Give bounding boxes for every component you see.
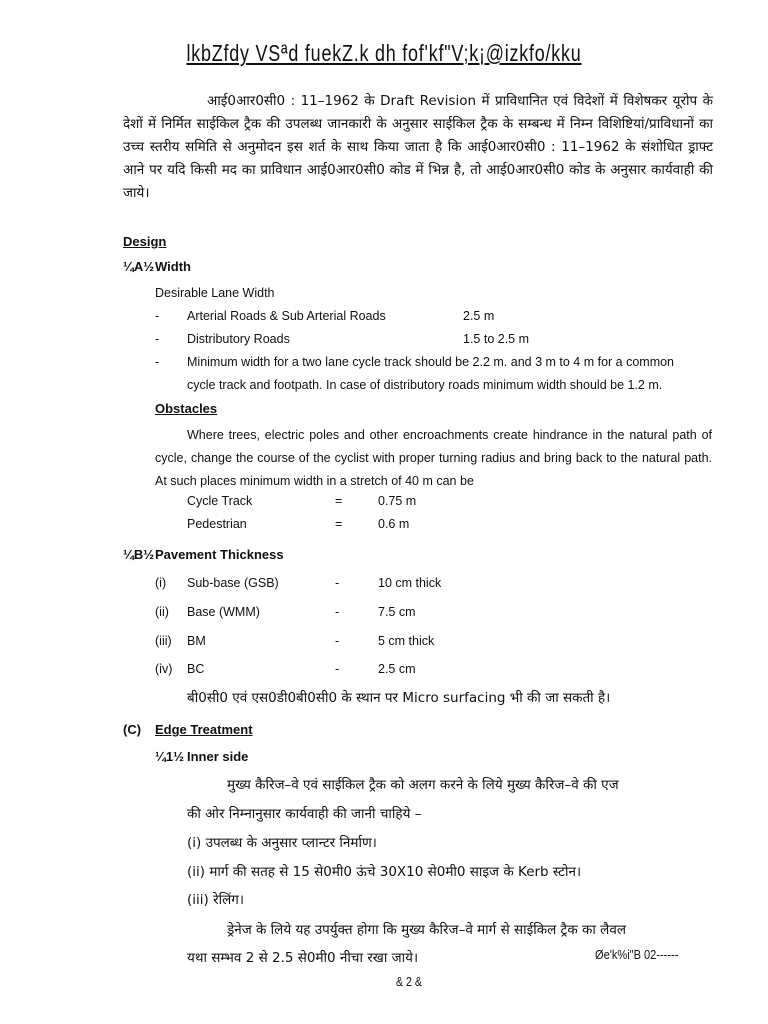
obstacle-value: 0.6 m bbox=[378, 517, 410, 531]
inner-marker: ¼1½ bbox=[155, 749, 184, 764]
inner-line-2: की ओर निम्नानुसार कार्यवाही की जानी चाहिये – bbox=[187, 806, 422, 822]
width-marker: ¼A½ bbox=[123, 259, 155, 274]
pavement-value: 5 cm thick bbox=[378, 634, 435, 648]
obstacle-label: Pedestrian bbox=[187, 517, 247, 531]
obstacle-eq: = bbox=[335, 517, 343, 531]
inner-item: (iii) रेलिंग। bbox=[187, 892, 244, 908]
pavement-num: (ii) bbox=[155, 605, 169, 619]
drainage-line-1: ड्रेनेज के लिये यह उपर्युक्त होगा कि मुख्य कैरिज–वे मार्ग से साईकिल ट्रैक का लैवल bbox=[227, 922, 626, 938]
pavement-label: Base (WMM) bbox=[187, 605, 260, 619]
edge-marker: (C) bbox=[123, 722, 142, 737]
min-width-bullet: - bbox=[155, 355, 160, 369]
pavement-dash: - bbox=[335, 576, 340, 590]
desirable-lane-width: Desirable Lane Width bbox=[155, 286, 275, 300]
pavement-label: BM bbox=[187, 634, 206, 648]
page-title: lkbZfdy VSªd fuekZ.k dh fof'kf"V;k¡@izkfo/kku bbox=[186, 40, 582, 66]
min-width-line-1: Minimum width for a two lane cycle track should be 2.2 m. and 3 m to 4 m for a common bbox=[187, 355, 675, 369]
width-row-label: Arterial Roads & Sub Arterial Roads bbox=[187, 309, 386, 323]
obstacle-value: 0.75 m bbox=[378, 494, 417, 508]
obstacles-text: Where trees, electric poles and other encroachments create hindrance in the natural path of cycle, change the course of the cyclist with proper turning radius and bring back to the natural path. At such places minimum width in a stretch of 40 m can be bbox=[155, 428, 712, 488]
width-row-value: 1.5 to 2.5 m bbox=[463, 332, 530, 346]
pavement-value: 2.5 cm bbox=[378, 662, 416, 676]
page-number: & 2 & bbox=[396, 975, 422, 989]
pavement-value: 7.5 cm bbox=[378, 605, 416, 619]
inner-item: (i) उपलब्ध के अनुसार प्लान्टर निर्माण। bbox=[187, 835, 377, 851]
pavement-dash: - bbox=[335, 605, 340, 619]
inner-line-1: मुख्य कैरिज–वे एवं साईकिल ट्रैक को अलग करने के लिये मुख्य कैरिज–वे की एज bbox=[227, 777, 619, 793]
obstacle-eq: = bbox=[335, 494, 343, 508]
obstacle-label: Cycle Track bbox=[187, 494, 253, 508]
edge-heading: Edge Treatment bbox=[155, 722, 253, 737]
width-row-bullet: - bbox=[155, 309, 160, 323]
width-row-label: Distributory Roads bbox=[187, 332, 290, 346]
pavement-num: (iv) bbox=[155, 662, 173, 676]
pavement-marker: ¼B½ bbox=[123, 547, 155, 562]
intro-paragraph: आई0आर0सी0 : 11–1962 के Draft Revision में प्राविधानित एवं विदेशों में विशेषकर यूरोप के देशों में निर्मित साईकिल ट्रैक की उपलब्ध जानकारी के अनुसार साईकिल ट्रैक के सम्बन्ध में निम्न विशिष्टियां/प्राविधानों का उच्च स्तरीय समिति से अनुमोदन इस शर्त के साथ किया जाता है कि आई0आर0सी0 : 11–1962 के संशोधित ड्राफ्ट आने पर यदि किसी मद का प्राविधान आई0आर0सी0 कोड में भिन्न है, तो आई0आर0सी0 कोड के अनुसार कार्यवाही की जाये। bbox=[123, 93, 713, 201]
pavement-label: Sub-base (GSB) bbox=[187, 576, 279, 590]
pavement-value: 10 cm thick bbox=[378, 576, 442, 590]
inner-item: (ii) मार्ग की सतह से 15 से0मी0 ऊंचे 30X10 से0मी0 साइज के Kerb स्टोन। bbox=[187, 864, 582, 880]
obstacles-heading: Obstacles bbox=[155, 401, 218, 416]
pavement-num: (i) bbox=[155, 576, 167, 590]
width-row-value: 2.5 m bbox=[463, 309, 495, 323]
continued-note: Øe'k%i"B 02------ bbox=[595, 947, 679, 962]
pavement-dash: - bbox=[335, 662, 340, 676]
width-heading: Width bbox=[155, 259, 191, 274]
min-width-line-2: cycle track and footpath. In case of distributory roads minimum width should be 1.2 m. bbox=[187, 378, 663, 392]
pavement-heading: Pavement Thickness bbox=[155, 547, 284, 562]
design-heading: Design bbox=[123, 234, 167, 249]
drainage-line-2: यथा सम्भव 2 से 2.5 से0मी0 नीचा रखा जाये। bbox=[187, 950, 419, 966]
micro-surfacing-note: बी0सी0 एवं एस0डी0बी0सी0 के स्थान पर Micro surfacing भी की जा सकती है। bbox=[187, 690, 611, 706]
pavement-dash: - bbox=[335, 634, 340, 648]
width-row-bullet: - bbox=[155, 332, 160, 346]
pavement-num: (iii) bbox=[155, 634, 172, 648]
inner-heading: Inner side bbox=[187, 749, 249, 764]
pavement-label: BC bbox=[187, 662, 205, 676]
